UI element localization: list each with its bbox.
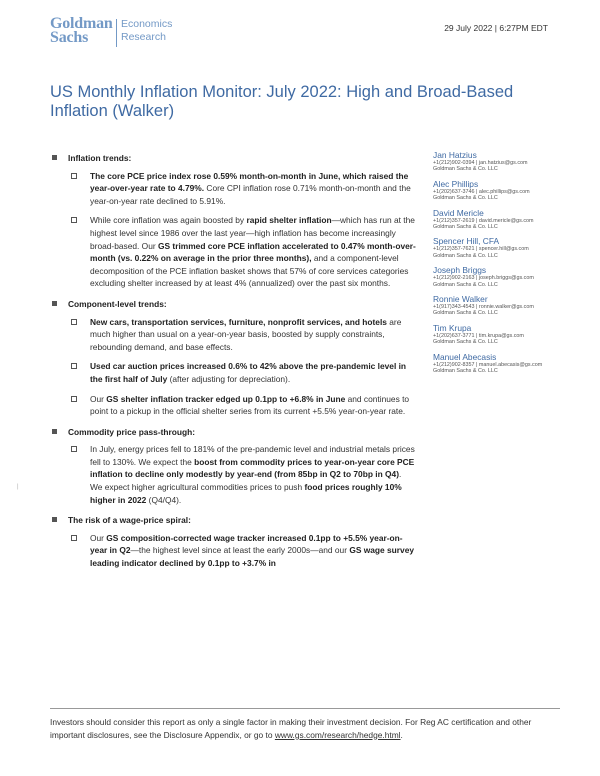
body-text: Our — [90, 393, 107, 404]
section-heading-text: Component-level trends: — [68, 298, 167, 309]
bullet-item — [50, 170, 416, 208]
author-firm: Goldman Sachs & Co. LLC — [433, 252, 498, 259]
author-contact[interactable]: +1(212)902-8357 | manuel.abecasis@gs.com — [433, 361, 543, 368]
author-firm: Goldman Sachs & Co. LLC — [433, 224, 498, 231]
disclosure-footer — [50, 716, 560, 741]
author-contact[interactable]: +1(202)637-3771 | tim.krupa@gs.com — [433, 332, 524, 339]
author-firm: Goldman Sachs & Co. LLC — [433, 368, 498, 375]
author-card — [433, 352, 563, 375]
bullet-item — [50, 360, 416, 385]
footer-divider — [50, 708, 560, 709]
bold-text: GS trimmed core PCE inflation accelerated to 0.47% month-over-month (vs. 0.22% on average in the prior three months), — [90, 240, 416, 264]
author-card — [433, 179, 563, 202]
author-contact[interactable]: +1(212)902-2163 | joseph.briggs@gs.com — [433, 275, 534, 282]
author-name: Jan Hatzius — [433, 150, 477, 160]
margin-mark: | — [17, 484, 19, 490]
author-firm: Goldman Sachs & Co. LLC — [433, 195, 498, 202]
author-card — [433, 323, 563, 346]
author-list — [433, 150, 563, 381]
square-bullet-icon — [52, 517, 57, 522]
hollow-square-bullet-icon — [71, 396, 77, 402]
author-name: Manuel Abecasis — [433, 351, 497, 362]
author-contact[interactable]: +1(212)357-7621 | spencer.hill@gs.com — [433, 246, 529, 253]
section-heading-text: Inflation trends: — [68, 153, 132, 163]
body-text: Core CPI inflation rose 0.71% month-on-month and the year-on-year rate declined to 5.91%. — [90, 183, 411, 206]
section-heading — [50, 152, 416, 165]
author-firm: Goldman Sachs & Co. LLC — [433, 339, 498, 346]
author-firm: Goldman Sachs & Co. LLC — [433, 310, 498, 317]
section-heading — [50, 514, 416, 527]
logo-divider — [116, 19, 117, 47]
hollow-square-bullet-icon — [71, 173, 77, 179]
hollow-square-bullet-icon — [71, 363, 77, 369]
author-card — [433, 294, 563, 317]
square-bullet-icon — [52, 301, 57, 306]
body-text: (Q4/Q4). — [146, 494, 182, 505]
author-name: Spencer Hill, CFA — [433, 236, 500, 247]
report-body — [50, 152, 416, 578]
body-text: —which has run at the highest level since 1986 over the last year—high inflation has become increasingly broad-based. Our — [90, 215, 415, 251]
body-text: (after adjusting for depreciation). — [167, 373, 291, 384]
author-name: David Mericle — [433, 207, 484, 218]
body-text: and a component-level decomposition of the PCE inflation basket shows that 57% of core services categories excluding shelter increased by at least 4% (annualized) over the past six months. — [90, 253, 409, 289]
bullet-item — [50, 393, 416, 418]
bold-text: boost from commodity prices to year-on-year core PCE inflation to decline only modestly by year-end (from 85bp in Q2 to 70bp in Q4) — [90, 456, 415, 480]
bold-text: food prices roughly 10% higher in 2022 — [90, 482, 402, 505]
bold-text: GS composition-corrected wage tracker increased 0.1pp to +5.5% year-on-year in Q2 — [90, 532, 403, 556]
bold-text: GS shelter inflation tracker edged up 0.1pp to +6.8% in June — [106, 393, 346, 404]
bullet-item — [50, 316, 416, 354]
bullet-item — [50, 443, 416, 506]
goldman-sachs-logo — [50, 15, 173, 51]
bold-text: GS wage survey leading indicator declined by 0.1pp to +3.7% in — [90, 545, 415, 569]
section-heading-text: The risk of a wage-price spiral: — [68, 515, 191, 526]
section — [50, 152, 416, 290]
body-text: . We expect higher agricultural commodities prices to push — [90, 469, 402, 493]
author-name: Ronnie Walker — [433, 294, 488, 305]
body-text: —the highest level since at least the early 2000s—and our — [130, 545, 350, 556]
author-card — [433, 236, 563, 259]
body-text: While core inflation was again boosted by — [90, 215, 247, 226]
author-card — [433, 150, 563, 173]
author-contact[interactable]: +1(917)343-4543 | ronnie.walker@gs.com — [433, 304, 534, 311]
body-text: are much higher than usual on a year-on-year basis, boosted by supply constraints, rebounding demand, and base effects. — [90, 316, 402, 352]
hollow-square-bullet-icon — [71, 217, 77, 223]
bold-text: The core PCE price index rose 0.59% month-on-month in June, which raised the year-over-year rate to 4.79%. — [90, 170, 409, 194]
square-bullet-icon — [52, 429, 57, 434]
section — [50, 426, 416, 507]
hollow-square-bullet-icon — [71, 446, 77, 452]
author-contact[interactable]: +1(212)902-0394 | jan.hatzius@gs.com — [433, 160, 528, 166]
section-heading — [50, 298, 416, 311]
hollow-square-bullet-icon — [71, 319, 77, 325]
author-card — [433, 265, 563, 288]
bullet-item — [50, 214, 416, 290]
section-heading — [50, 426, 416, 439]
author-contact[interactable]: +1(212)357-2619 | david.mericle@gs.com — [433, 217, 534, 224]
author-name: Joseph Briggs — [433, 265, 487, 276]
bold-text: New cars, transportation services, furniture, nonprofit services, and hotels — [90, 316, 387, 327]
publish-date: 29 July 2022 | 6:27PM EDT — [444, 23, 548, 33]
disclosure-link[interactable]: www.gs.com/research/hedge.html — [274, 729, 401, 740]
body-text: Our — [90, 532, 107, 543]
bullet-item — [50, 532, 416, 570]
logo-wordmark: Goldman Sachs — [50, 15, 113, 46]
report-title: US Monthly Inflation Monitor: July 2022: High and Broad-Based Inflation (Walker) — [50, 83, 514, 120]
division-name: Economics Research — [121, 18, 173, 43]
author-firm: Goldman Sachs & Co. LLC — [433, 281, 498, 288]
disclosure-text: Investors should consider this report as only a single factor in making their investment decision. For Reg AC certification and other important disclosures, see the Disclosure Appendix, or go to — [50, 717, 532, 740]
square-bullet-icon — [52, 155, 57, 160]
body-text: In July, energy prices fell to 181% of the pre-pandemic level and industrial metals prices fell to 130%. We expect the — [90, 444, 415, 467]
hollow-square-bullet-icon — [71, 535, 77, 541]
bold-text: Used car auction prices increased 0.6% to 42% above the pre-pandemic level in the first half of July — [90, 361, 407, 384]
author-firm: Goldman Sachs & Co. LLC — [433, 166, 498, 173]
body-text: and continues to point to a pickup in the official shelter series from its current +5.5% year-on-year rate. — [90, 393, 410, 417]
bold-text: rapid shelter inflation — [246, 215, 332, 226]
author-name: Alec Phillips — [433, 178, 479, 189]
author-contact[interactable]: +1(202)637-3746 | alec.phillips@gs.com — [433, 188, 530, 195]
section — [50, 298, 416, 418]
section — [50, 514, 416, 569]
section-heading-text: Commodity price pass-through: — [68, 426, 196, 437]
author-name: Tim Krupa — [433, 322, 472, 333]
author-card — [433, 208, 563, 231]
disclosure-end: . — [400, 729, 403, 740]
